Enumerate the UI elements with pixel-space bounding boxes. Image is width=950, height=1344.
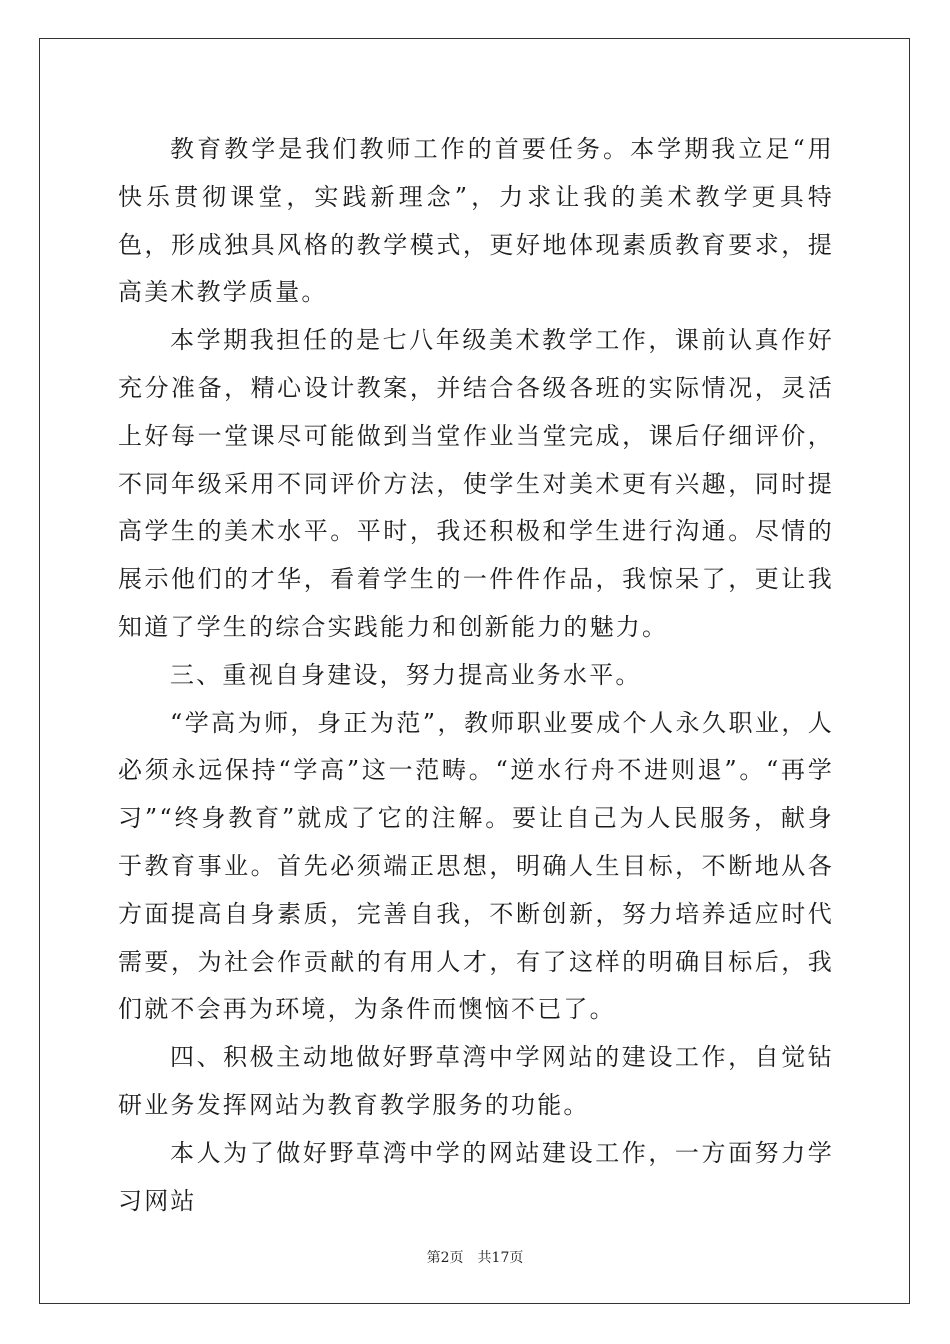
page-number: 第2页 xyxy=(426,1250,464,1266)
section-heading-3: 三、重视自身建设，努力提高业务水平。 xyxy=(170,660,642,689)
page-footer xyxy=(0,1247,950,1267)
paragraph-1: 教育教学是我们教师工作的首要任务。本学期我立足“用快乐贯彻课堂，实践新理念”，力求让我的美术教学更具特色，形成独具风格的教学模式，更好地体现素质教育要求，提高美术教学质量。 xyxy=(118,135,834,307)
section-heading-4: 四、积极主动地做好野草湾中学网站的建设工作，自觉钻研业务发挥网站为教育教学服务的功能。 xyxy=(118,1043,834,1119)
paragraph-6: 本人为了做好野草湾中学的网站建设工作，一方面努力学习网站 xyxy=(118,1138,834,1215)
paragraph-2: 本学期我担任的是七八年级美术教学工作，课前认真作好充分准备，精心设计教案，并结合各级各班的实际情况，灵活上好每一堂课尽可能做到当堂作业当堂完成，课后仔细评价，不同年级采用不同评价方法，使学生对美术更有兴趣，同时提高学生的美术水平。平时，我还积极和学生进行沟通。尽情的展示他们的才华，看着学生的一件件作品，我惊呆了，更让我知道了学生的综合实践能力和创新能力的魅力。 xyxy=(118,326,834,641)
page-total: 共17页 xyxy=(477,1250,524,1266)
document-body xyxy=(118,126,834,1225)
paragraph-4: “学高为师，身正为范”，教师职业要成个人永久职业，人必须永远保持“学高”这一范畴。“逆水行舟不进则退”。“再学习”“终身教育”就成了它的注解。要让自己为人民服务，献身于教育事业。首先必须端正思想，明确人生目标，不断地从各方面提高自身素质，完善自我，不断创新，努力培养适应时代需要，为社会作贡献的有用人才，有了这样的明确目标后，我们就不会再为环境，为条件而懊恼不已了。 xyxy=(118,708,834,1024)
